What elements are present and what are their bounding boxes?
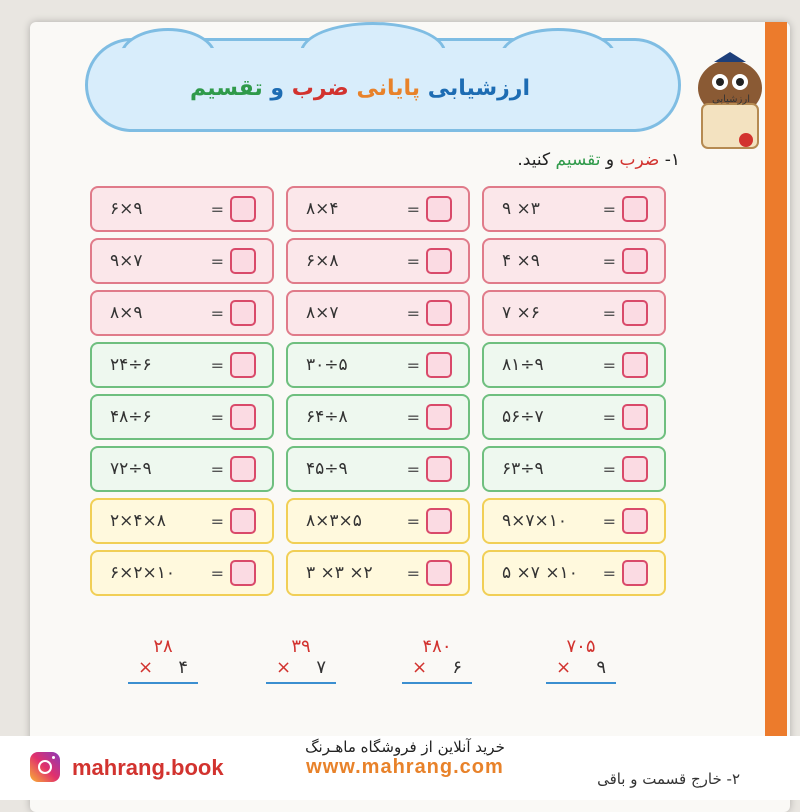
title-word: و [270,76,285,101]
equals-sign: = [602,407,616,427]
equals-sign: = [406,511,420,531]
question-word: ضرب [619,150,660,170]
answer-box[interactable] [622,456,648,482]
exercise-cell [286,446,470,492]
title-word: پایانی [356,76,421,101]
expression: ۶۴÷۸ [306,407,348,427]
exercise-cell [482,550,666,596]
equals-sign: = [406,251,420,271]
equals-sign: = [602,511,616,531]
equals-sign: = [406,459,420,479]
multiplier: ۹ [596,657,606,678]
equals-sign: = [406,407,420,427]
expression: ۶×۲×۱۰ [110,563,176,583]
multiplication-problem [128,636,198,684]
multiplication-problem [546,636,616,684]
question-2: ۲- خارج قسمت و باقی [597,770,740,788]
exercise-cell [286,238,470,284]
equals-sign: = [210,459,224,479]
answer-line[interactable] [128,682,198,684]
expression: ۴۵÷۹ [306,459,348,479]
answer-box[interactable] [426,404,452,430]
expression: ۶×۹ [110,199,143,219]
answer-line[interactable] [546,682,616,684]
answer-box[interactable] [622,196,648,222]
answer-box[interactable] [622,508,648,534]
answer-box[interactable] [426,508,452,534]
answer-box[interactable] [622,560,648,586]
equals-sign: = [406,199,420,219]
answer-box[interactable] [622,300,648,326]
answer-box[interactable] [230,560,256,586]
equals-sign: = [602,459,616,479]
expression: ۵۶÷۷ [502,407,544,427]
expression: ۹×۷ [110,251,143,271]
exercise-cell [286,186,470,232]
exercise-cell [286,342,470,388]
question-word: کنید. [517,150,551,170]
equals-sign: = [406,355,420,375]
expression: ۸۱÷۹ [502,355,544,375]
times-sign: × [556,657,572,678]
expression: ۹ ×۳ [502,199,540,219]
equals-sign: = [406,303,420,323]
equals-sign: = [210,355,224,375]
answer-box[interactable] [622,248,648,274]
expression: ۸×۴ [306,199,339,219]
answer-box[interactable] [426,196,452,222]
answer-box[interactable] [426,352,452,378]
multiplicand: ۲۸ [153,636,173,657]
exercise-cell [286,290,470,336]
expression: ۵ ×۷ ×۱۰ [502,563,578,583]
answer-box[interactable] [230,456,256,482]
answer-box[interactable] [426,248,452,274]
question-word: و [605,150,615,170]
expression: ۶۳÷۹ [502,459,544,479]
equals-sign: = [602,303,616,323]
answer-box[interactable] [426,300,452,326]
exercise-cell [90,342,274,388]
equals-sign: = [210,251,224,271]
equals-sign: = [602,563,616,583]
question-1 [380,150,680,170]
exercise-cell [482,446,666,492]
question-number: ۱- [664,150,680,170]
answer-box[interactable] [426,456,452,482]
answer-box[interactable] [622,404,648,430]
expression: ۹×۷×۱۰ [502,511,568,531]
exercise-cell [482,186,666,232]
exercise-cell [286,394,470,440]
exercise-cell [482,342,666,388]
answer-line[interactable] [402,682,472,684]
exercise-cell [90,290,274,336]
answer-box[interactable] [230,508,256,534]
exercise-cell [90,238,274,284]
equals-sign: = [210,407,224,427]
expression: ۳۰÷۵ [306,355,348,375]
multiplicand: ۳۹ [291,636,311,657]
answer-box[interactable] [230,352,256,378]
multiplier: ۷ [316,657,326,678]
multiplication-problem [266,636,336,684]
answer-box[interactable] [426,560,452,586]
times-sign: × [412,657,428,678]
question-word: تقسیم [555,150,601,170]
multiplier: ۶ [452,657,462,678]
exercise-cell [90,446,274,492]
title-word: ضرب [291,76,349,101]
expression: ۸×۹ [110,303,143,323]
expression: ۸×۳×۵ [306,511,362,531]
equals-sign: = [406,563,420,583]
answer-box[interactable] [622,352,648,378]
badge-label: ارزشیابی [712,94,750,105]
expression: ۳ ×۳ ×۲ [306,563,373,583]
answer-box[interactable] [230,248,256,274]
exercise-cell [90,550,274,596]
store-url[interactable]: www.mahrang.com [306,756,504,778]
multiplier: ۴ [178,657,188,678]
multiplication-problem [402,636,472,684]
equals-sign: = [210,303,224,323]
exercise-cell [286,498,470,544]
answer-box[interactable] [230,300,256,326]
multiplicand: ۴۸۰ [422,636,452,657]
instagram-handle[interactable]: mahrang.book [72,755,224,780]
expression: ۷ ×۶ [502,303,540,323]
times-sign: × [276,657,292,678]
times-sign: × [138,657,154,678]
expression: ۲۴÷۶ [110,355,152,375]
exercise-cell [482,290,666,336]
exercise-cell [482,498,666,544]
answer-box[interactable] [230,404,256,430]
equals-sign: = [210,563,224,583]
instagram-icon[interactable] [30,752,60,782]
expression: ۴۸÷۶ [110,407,152,427]
answer-line[interactable] [266,682,336,684]
exercise-cell [482,394,666,440]
expression: ۶×۸ [306,251,339,271]
promo-text: خرید آنلاین از فروشگاه ماهـرنگ [305,738,505,756]
expression: ۸×۷ [306,303,339,323]
exercise-cell [482,238,666,284]
multiplicand: ۷۰۵ [566,636,596,657]
exercise-cell [90,498,274,544]
exercise-cell [90,394,274,440]
expression: ۴ ×۹ [502,251,540,271]
equals-sign: = [210,199,224,219]
expression: ۲×۴×۸ [110,511,166,531]
equals-sign: = [602,251,616,271]
page-title [150,76,570,101]
exercise-cell [286,550,470,596]
title-word: تقسیم [190,76,263,101]
answer-box[interactable] [230,196,256,222]
exercise-cell [90,186,274,232]
equals-sign: = [602,199,616,219]
equals-sign: = [210,511,224,531]
store-promo[interactable] [260,738,550,786]
title-word: ارزشیابی [427,76,530,101]
expression: ۷۲÷۹ [110,459,152,479]
equals-sign: = [602,355,616,375]
